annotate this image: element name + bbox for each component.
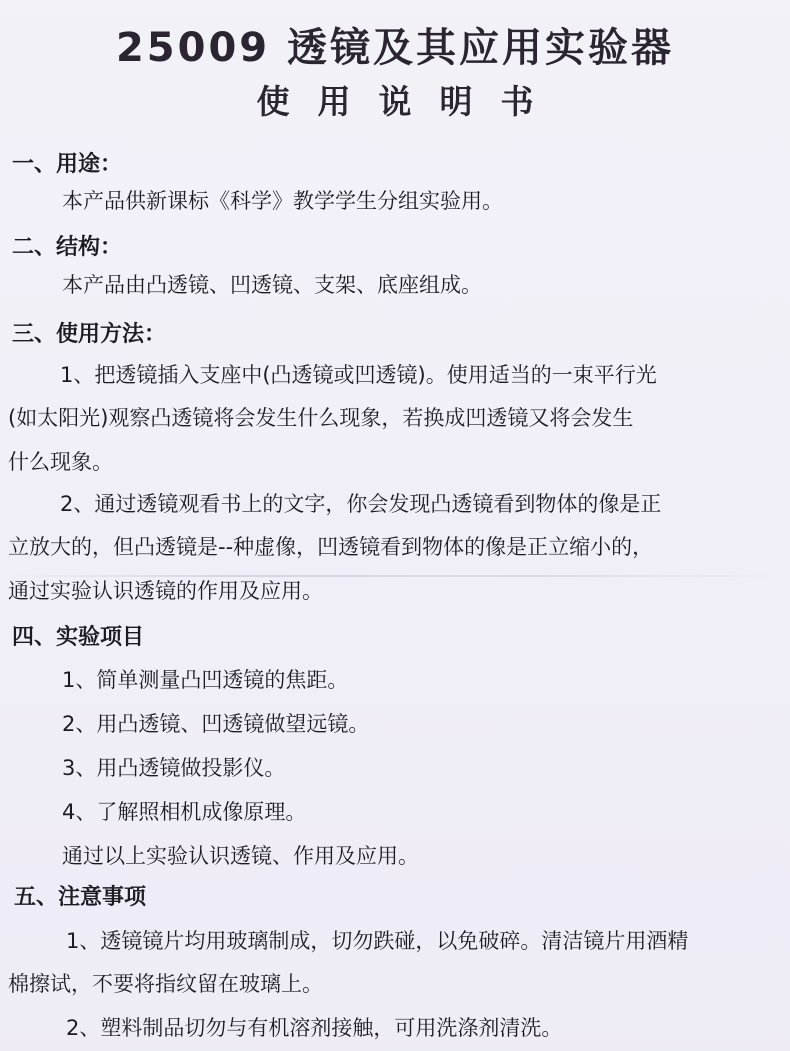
experiment-item-3: 3、用凸透镜做投影仪。 xyxy=(62,756,286,780)
experiment-item-2: 2、用凸透镜、凹透镜做望远镜。 xyxy=(62,712,370,736)
section-heading-method: 三、使用方法： xyxy=(12,322,167,347)
precaution-1-line2: 棉擦试，不要将指纹留在玻璃上。 xyxy=(8,972,323,996)
section-heading-experiments: 四、实验项目 xyxy=(12,625,145,650)
precaution-1-line1: 1、透镜镜片均用玻璃制成，切勿跌碰，以免破碎。清洁镜片用酒精 xyxy=(66,929,689,953)
experiment-item-4: 4、了解照相机成像原理。 xyxy=(62,800,307,824)
method-step2-line1: 2、通过透镜观看书上的文字，你会发现凸透镜看到物体的像是正 xyxy=(60,492,662,516)
section-heading-precautions: 五、注意事项 xyxy=(14,885,147,910)
method-step1-line1: 1、把透镜插入支座中(凸透镜或凹透镜)。使用适当的一束平行光 xyxy=(60,363,657,387)
document-subtitle: 使用说明书 xyxy=(256,82,562,121)
precaution-2: 2、塑料制品切勿与有机溶剂接触，可用洗涤剂清洗。 xyxy=(66,1016,563,1040)
experiment-summary: 通过以上实验认识透镜、作用及应用。 xyxy=(62,844,419,868)
method-step2-line2: 立放大的，但凸透镜是--种虚像，凹透镜看到物体的像是正立缩小的， xyxy=(8,535,654,559)
section-heading-structure: 二、结构： xyxy=(12,235,123,260)
method-step2-line3: 通过实验认识透镜的作用及应用。 xyxy=(8,579,323,603)
method-step1-line2: (如太阳光)观察凸透镜将会发生什么现象，若换成凹透镜又将会发生 xyxy=(8,406,634,430)
structure-text: 本产品由凸透镜、凹透镜、支架、底座组成。 xyxy=(62,273,482,297)
usage-text: 本产品供新课标《科学》教学学生分组实验用。 xyxy=(62,189,503,213)
document-title: 25009 透镜及其应用实验器 xyxy=(115,25,675,71)
experiment-item-1: 1、简单测量凸凹透镜的焦距。 xyxy=(62,668,349,692)
method-step1-line3: 什么现象。 xyxy=(8,450,113,474)
section-heading-usage: 一、用途： xyxy=(12,152,123,177)
